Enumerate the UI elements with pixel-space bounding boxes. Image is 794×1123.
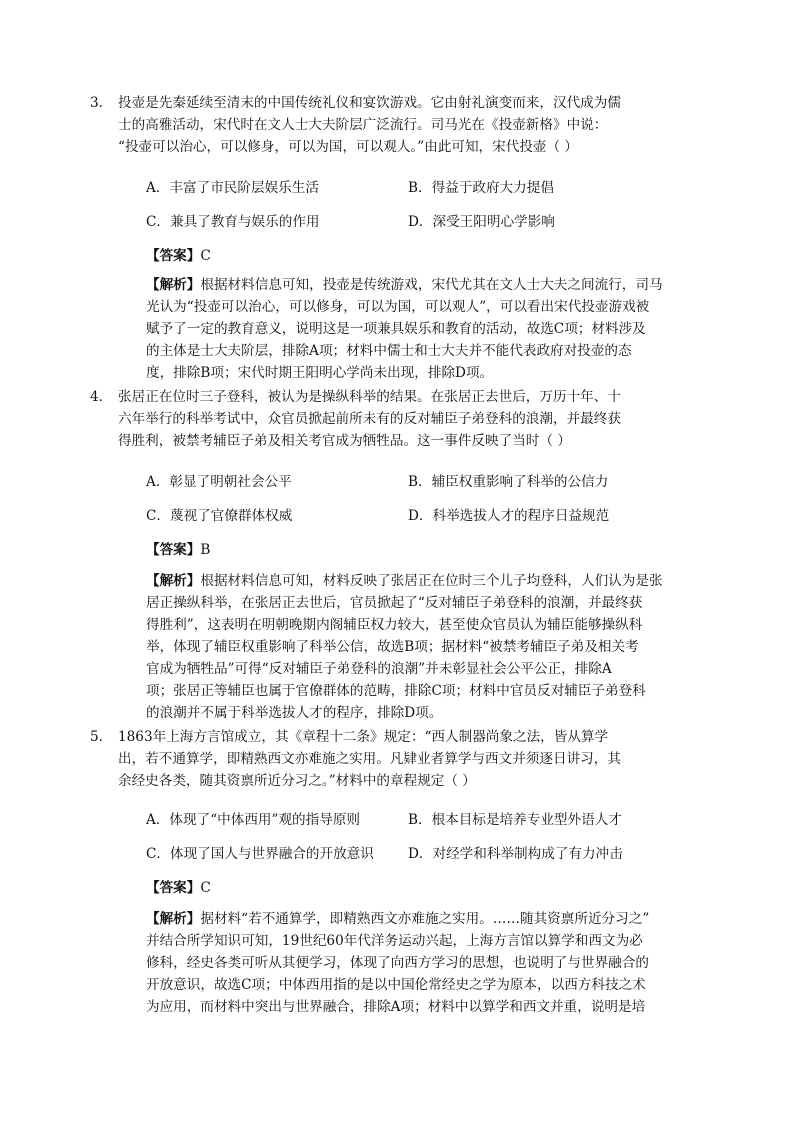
question-number: 4．	[90, 389, 113, 405]
question-5-answer	[146, 876, 211, 896]
question-3-line-1: 3． 投壶是先秦延续至清末的中国传统礼仪和宴饮游戏。它由射礼演变而来，汉代成为儒	[118, 92, 658, 114]
analysis-line: 举，体现了辅臣权重影响了科举公信，故选B项；据材料“被禁考辅臣子弟及相关考	[146, 639, 639, 655]
question-5-line-1: 5． 1863年上海方言馆成立，其《章程十二条》规定：“西人制器尚象之法，皆从算学	[118, 726, 658, 748]
question-4-stem	[90, 386, 658, 452]
answer-value: C	[200, 248, 211, 264]
question-5-line-3: 余经史各类，随其资禀所近分习之。”材料中的章程规定（ ）	[118, 773, 476, 789]
question-3-answer	[146, 244, 211, 264]
analysis-line: 项；张居正等辅臣也属于官僚群体的范畴，排除C项；材料中官员反对辅臣子弟登科	[146, 683, 646, 699]
answer-label: 【答案】	[146, 880, 201, 896]
option-a: A．彰显了明朝社会公平	[146, 474, 292, 490]
analysis-line: 赋予了一定的教育意义，说明这是一项兼具娱乐和教育的活动，故选C项；材料涉及	[146, 321, 646, 337]
option-b: B．得益于政府大力提倡	[408, 180, 554, 196]
analysis-line: 【解析】根据材料信息可知，投壶是传统游戏，宋代尤其在文人士大夫之间流行，司马	[146, 277, 663, 293]
analysis-line: 开放意识，故选C项；中体西用指的是以中国伦常经史之学为原本，以西方科技之术	[146, 977, 646, 993]
question-3-options	[146, 176, 666, 244]
option-a: A．体现了“中体西用”观的指导原则	[146, 812, 361, 828]
analysis-line: 并结合所学知识可知，19世纪60年代洋务运动兴起，上海方言馆以算学和西文为必	[146, 933, 643, 949]
analysis-line: 修科，经史各类可听从其便学习，体现了向西方学习的思想，也说明了与世界融合的	[146, 955, 649, 971]
answer-value: B	[200, 542, 211, 558]
answer-label: 【答案】	[146, 248, 201, 264]
analysis-label: 【解析】	[146, 277, 201, 293]
analysis-line: 居正操纵科举，在张居正去世后，官员掀起了“反对辅臣子弟登科的浪潮，并最终获	[146, 595, 643, 611]
option-a: A．丰富了市民阶层娱乐生活	[146, 180, 319, 196]
analysis-line: 度，排除B项；宋代时期王阳明心学尚未出现，排除D项。	[146, 365, 494, 381]
option-row	[146, 808, 666, 842]
answer-label: 【答案】	[146, 542, 201, 558]
question-4-line-2: 六年举行的科举考试中，众官员掀起前所未有的反对辅臣子弟登科的浪潮，并最终获	[118, 411, 621, 427]
option-c: C．蔑视了官僚群体权威	[146, 508, 293, 524]
question-5-stem	[90, 726, 658, 792]
analysis-line: 【解析】根据材料信息可知，材料反映了张居正在位时三个儿子均登科，人们认为是张	[146, 573, 663, 589]
option-b: B．辅臣权重影响了科举的公信力	[408, 474, 609, 490]
option-d: D．深受王阳明心学影响	[408, 214, 555, 230]
option-row	[146, 504, 666, 538]
question-5-options	[146, 808, 666, 876]
option-d: D．科举选拔人才的程序日益规范	[408, 508, 610, 524]
question-4-line-3: 得胜利，被禁考辅臣子弟及相关考官成为牺牲品。这一事件反映了当时（ ）	[118, 433, 571, 449]
analysis-line: 的浪潮并不属于科举选拔人才的程序，排除D项。	[146, 705, 443, 721]
option-c: C．兼具了教育与娱乐的作用	[146, 214, 320, 230]
option-row	[146, 176, 666, 210]
question-3-line-2: 士的高雅活动，宋代时在文人士大夫阶层广泛流行。司马光在《投壶新格》中说：	[118, 117, 608, 133]
question-number: 5．	[90, 729, 113, 745]
question-4-options	[146, 470, 666, 538]
question-3-line-3: “投壶可以治心，可以修身，可以为国，可以观人。”由此可知，宋代投壶（ ）	[118, 139, 579, 155]
question-3-analysis	[146, 274, 661, 384]
option-b: B．根本目标是培养专业型外语人才	[408, 812, 622, 828]
analysis-line: 为应用，而材料中突出与世界融合，排除A项；材料中以算学和西文并重，说明是培	[146, 999, 646, 1015]
analysis-line: 【解析】据材料“若不通算学，即精熟西文亦难施之实用。……随其资禀所近分习之”	[146, 911, 650, 927]
option-row	[146, 470, 666, 504]
question-4-answer	[146, 538, 210, 558]
option-c: C．体现了国人与世界融合的开放意识	[146, 846, 374, 862]
option-d: D．对经学和科举制构成了有力冲击	[408, 846, 623, 862]
analysis-line: 光认为“投壶可以治心，可以修身，可以为国，可以观人”，可以看出宋代投壶游戏被	[146, 299, 650, 315]
option-row	[146, 210, 666, 244]
question-4-line-1: 4． 张居正在位时三子登科，被认为是操纵科举的结果。在张居正去世后，万历十年、十	[118, 386, 658, 408]
analysis-label: 【解析】	[146, 573, 201, 589]
analysis-line: 得胜利”，这表明在明朝晚期内阁辅臣权力较大，甚至使众官员认为辅臣能够操纵科	[146, 617, 643, 633]
question-3-stem	[90, 92, 658, 158]
question-5-line-2: 出，若不通算学，即精熟西文亦难施之实用。凡肄业者算学与西文并须逐日讲习，其	[118, 751, 621, 767]
option-row	[146, 842, 666, 876]
analysis-line: 的主体是士大夫阶层，排除A项；材料中儒士和士大夫并不能代表政府对投壶的态	[146, 343, 632, 359]
analysis-label: 【解析】	[146, 911, 201, 927]
analysis-line: 官成为牺牲品”可得“反对辅臣子弟登科的浪潮”并未彰显社会公平公正，排除A	[146, 661, 612, 677]
question-number: 3．	[90, 95, 113, 111]
question-4-analysis	[146, 570, 661, 724]
question-5-analysis	[146, 908, 661, 1018]
answer-value: C	[200, 880, 211, 896]
